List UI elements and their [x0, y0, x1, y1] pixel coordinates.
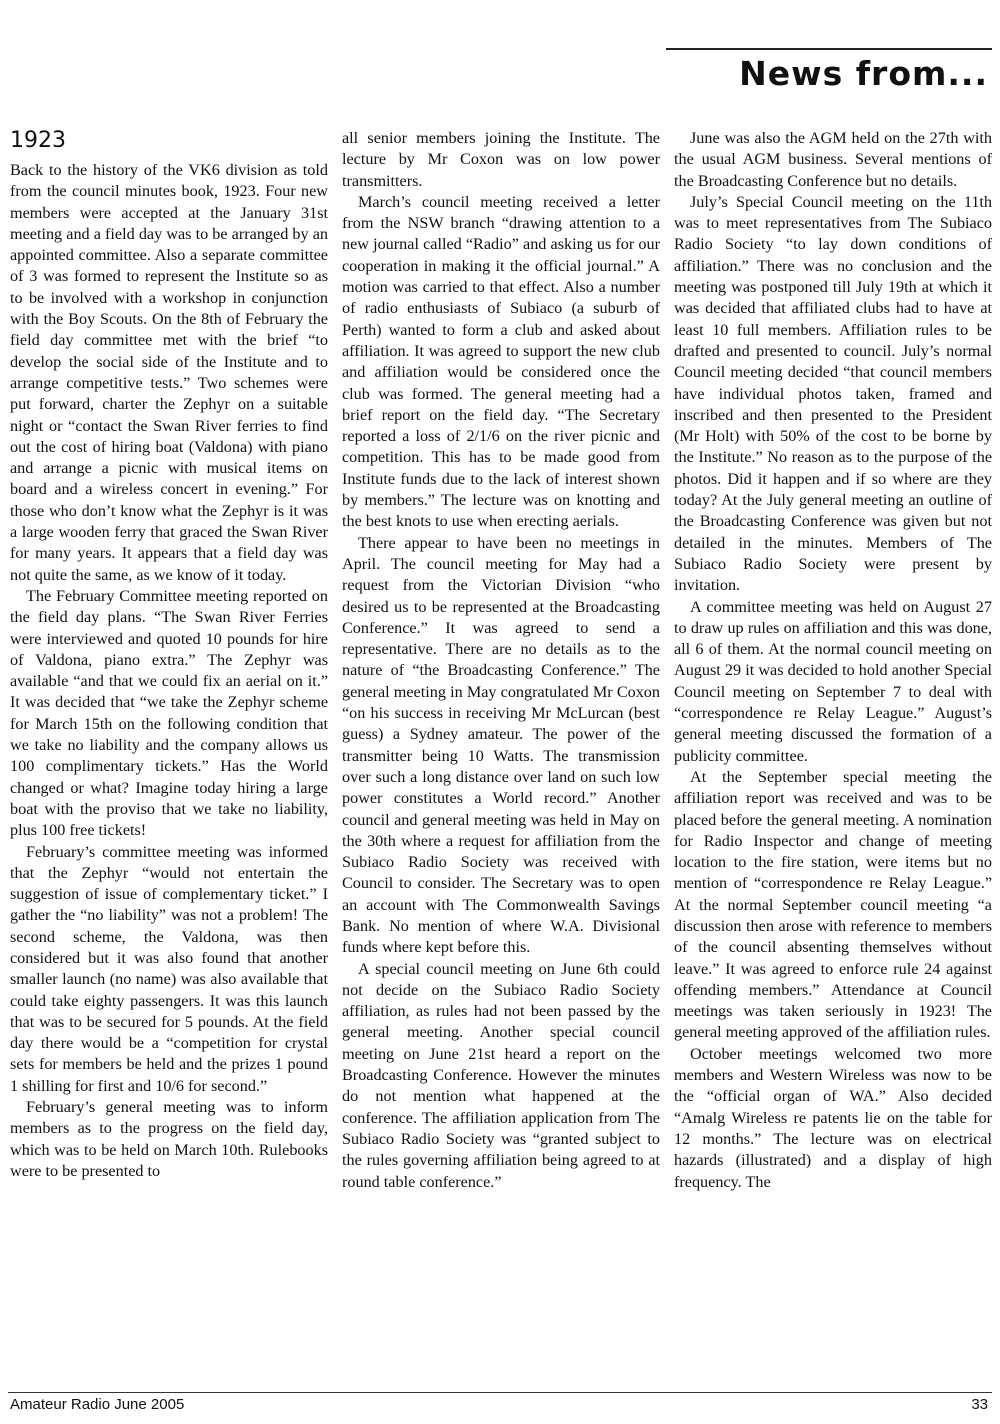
page-number: 33: [971, 1396, 988, 1413]
paragraph: February’s general meeting was to inform members as to the progress on the field day, which was to be held on March 10th. Rulebooks were to be presented to: [10, 1098, 328, 1180]
article-column-1: [10, 124, 328, 1182]
article-column-2: [342, 128, 660, 1193]
paragraph: March’s council meeting received a letter from the NSW branch “drawing attention to a new journal called “Radio” and asking us for our cooperation in making it the official journal.” A motion was carried to that effect. Also a number of radio enthusiasts of Subiaco (a suburb of Perth) wanted to form a club and asked about affiliation. It was agreed to support the new club and affiliation would be considered once the club was formed. The general meeting had a brief report on the field day. “The Secretary reported a loss of 2/1/6 on the river picnic and competition. This has to be made good from Institute funds due to the lack of interest shown by members.” The lecture was on knotting and the best knots to use when erecting aerials.: [342, 192, 660, 531]
paragraph: The February Committee meeting reported on the field day plans. “The Swan River Ferries were interviewed and quoted 10 pounds for hire of Valdona, piano extra.” The Zephyr was available “and that we could fix an aerial on it.” It was decided that “we take the Zephyr scheme for March 15th on the following condition that we take no liability and the company allows us 100 complimentary tickets.” Has the World changed or what? Imagine today hiring a large boat with the proviso that we take no liability, plus 100 free tickets!: [10, 586, 328, 840]
paragraph: There appear to have been no meetings in April. The council meeting for May had a request from the Victorian Division “who desired us to be represented at the Broadcasting Conference.” It was agreed to send a representative. There are no details as to the nature of “the Broadcasting Conference.” The general meeting in May congratulated Mr Coxon “on his success in receiving Mr McLurcan (best guess) a Sydney amateur. The power of the transmitter being 10 Watts. The transmission over such a long distance over land on such low power constitutes a World record.” Another council and general meeting was held in May on the 30th where a request for affiliation from the Subiaco Radio Society was received with Council to consider. The Secretary was to open an account with The Commonwealth Savings Bank. No mention of where W.A. Divisional funds where kept before this.: [342, 533, 660, 957]
publication-footer: Amateur Radio June 2005: [10, 1396, 185, 1413]
paragraph: October meetings welcomed two more members and Western Wireless was now to be the “official organ of WA.” Also decided “Amalg Wireless re patents lie on the table for 12 months.” The lecture was on electrical hazards (illustrated) and a display of high frequency. The: [674, 1044, 992, 1191]
paragraph: June was also the AGM held on the 27th with the usual AGM business. Several mentions of the Broadcasting Conference but no details.: [674, 129, 992, 190]
paragraph: A special council meeting on June 6th could not decide on the Subiaco Radio Society affiliation, as rules had not been passed by the general meeting. Another special council meeting on June 21st heard a report on the Broadcasting Conference. However the minutes do not mention what happened at the conference. The affiliation application from The Subiaco Radio Society was “granted subject to the rules governing affiliation being agreed to at round table conference.”: [342, 959, 660, 1191]
paragraph: February’s committee meeting was informed that the Zephyr “would not entertain the suggestion of issue of complementary ticket.” I gather the “no liability” was not a problem! The second scheme, the Valdona, was then considered but it was also found that another smaller launch (no name) was also available that could take eighty passengers. It was this launch that was to be secured for 5 pounds. At the field day there would be a “competition for crystal sets for members be held and the prizes 1 pound 1 shilling for first and 10/6 for second.”: [10, 842, 328, 1095]
footer-divider: [8, 1392, 992, 1393]
article-column-3: [674, 128, 992, 1193]
section-title: News from...: [739, 54, 988, 93]
paragraph: Back to the history of the VK6 division as told from the council minutes book, 1923. Four new members were accepted at the January 31st meeting and a field day was to be arranged by an appointed committee. Also a separate committee of 3 was formed to represent the Institute so as to be involved with a workshop in conjunction with the Boy Scouts. On the 8th of February the field day committee met with the brief “to develop the social side of the Institute and to arrange competitive tests.” Two schemes were put forward, charter the Zephyr on a suitable night or “contact the Swan River ferries to find out the cost of hiring boat (Valdona) with piano and arrange a picnic with musical items on board and a wireless concert in evening.” For those who don’t know what the Zephyr is it was a large wooden ferry that graced the Swan River for many years. It appears that a field day was not quite the same, as we know of it today.: [10, 161, 328, 584]
paragraph: A committee meeting was held on August 27 to draw up rules on affiliation and this was done, all 6 of them. At the normal council meeting on August 29 it was decided to hold another Special Council meeting on September 7 to deal with “correspondence re Relay League.” August’s general meeting discussed the formation of a publicity committee.: [674, 597, 992, 765]
paragraph: all senior members joining the Institute. The lecture by Mr Coxon was on low power transmitters.: [342, 129, 660, 190]
paragraph: At the September special meeting the affiliation report was received and was to be placed before the general meeting. A nomination for Radio Inspector and change of meeting location to the fire station, were items but no mention of “correspondence re Relay League.” At the normal September council meeting “a discussion then arose with reference to members of the council absenting themselves without leave.” It was agreed to enforce rule 24 against offending members.” Attendance at Council meetings was taken seriously in 1923! The general meeting approved of the affiliation rules.: [674, 767, 992, 1042]
article-heading: 1923: [10, 128, 66, 153]
paragraph: July’s Special Council meeting on the 11th was to meet representatives from The Subiaco Radio Society “to lay down conditions of affiliation.” There was no conclusion and the meeting was postponed till July 19th at which it was decided that affiliated clubs had to have at least 10 full members. Affiliation rules to be drafted and presented to council. July’s normal Council meeting decided “that council members have individual photos taken, framed and inscribed and then presented to the President (Mr Holt) with 50% of the cost to be borne by the Institute.” No reason as to the purpose of the photos. Did it happen and if so where are they today? At the July general meeting an outline of the Broadcasting Conference was given but not detailed in the minutes. Members of The Subiaco Radio Society were present by invitation.: [674, 192, 992, 595]
section-banner: [666, 48, 992, 96]
